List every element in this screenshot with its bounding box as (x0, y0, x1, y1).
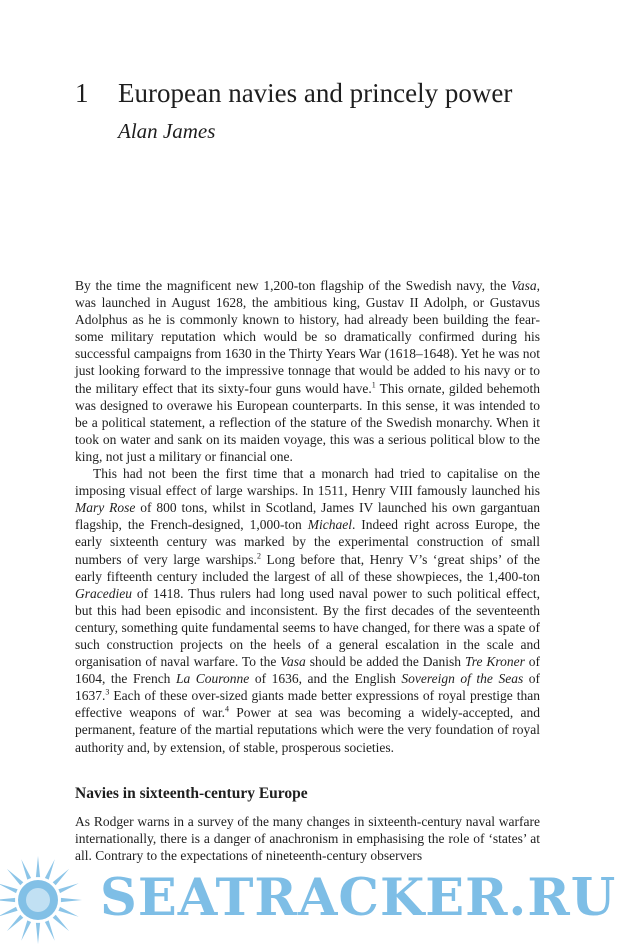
italic-title: Michael (307, 517, 352, 533)
sun-ray (58, 907, 78, 917)
sun-ray (0, 898, 15, 902)
chapter-author: Alan James (118, 119, 216, 143)
footnote-ref: 1 (371, 380, 376, 390)
chapter-header (75, 78, 555, 144)
sun-ray (53, 915, 69, 931)
sun-ray (7, 915, 23, 931)
italic-title: Gracedieu (75, 585, 132, 601)
sun-ray (53, 869, 69, 885)
sun-ray (45, 920, 55, 940)
chapter-number: 1 (75, 78, 89, 108)
italic-title: Vasa (511, 278, 537, 293)
footnote-ref: 2 (256, 551, 261, 560)
sun-ray (21, 920, 31, 940)
italic-title: Mary Rose (75, 500, 136, 516)
footnote-ref: 3 (105, 687, 110, 697)
sun-logo-icon (0, 850, 110, 950)
sun-ray (58, 883, 78, 893)
italic-title: Sovereign of the Seas (401, 671, 524, 687)
section-paragraph: As Rodger warns in a survey of the many changes in sixteenth-century naval warfare internationally, there is a danger of anachronism in emphasising the role of ‘states’ at all. Contrary to the expectations of nineteenth-century observers (75, 814, 540, 864)
watermark-text: SEATRACKER.RU (100, 868, 617, 928)
sun-ray (45, 859, 55, 879)
sun-ray (36, 923, 40, 944)
italic-title: La Couronne (175, 671, 250, 687)
italic-title: Tre Kroner (464, 654, 525, 670)
chapter-heading (75, 78, 555, 109)
sun-ray (21, 859, 31, 879)
sun-ray (61, 898, 82, 902)
body-text (75, 277, 540, 756)
italic-title: Vasa (280, 654, 306, 670)
paragraph-1: By the time the magnificent new 1,200-ton flagship of the Swedish navy, the Vasa, was launched in August 1628, the ambitious king, Gustav II Adolph, or Gustavus Adolphus as he is commonly known to history, had already been building the fearsome military reputation which would be so dramatically confirmed during his successful campaigns from 1630 in the Thirty Years War (1618–1648). Yet he was not just looking forward to the impressive tonnage that would be added to his navy or to the military effect that its sixty-four guns would have.$^1$ This ornate, gilded behemoth was designed to overawe his European counterparts. In this sense, it was intended to be a political statement, a reflection of the stature of the Swedish monarchy. When it took on water and sank on its maiden voyage, this was a serious political blow to the king, not just a military or financial one. (75, 278, 541, 464)
footnote-ref: 4 (225, 704, 230, 714)
section-heading: Navies in sixteenth-century Europe (75, 785, 308, 802)
sun-ray (0, 907, 18, 917)
watermark (0, 850, 627, 950)
sun-ray (0, 883, 18, 893)
chapter-title: European navies and princely power (118, 78, 513, 108)
paragraph-2: This had not been the first time that a monarch had tried to capitalise on the imposing visual effect of large warships. In 1511, Henry VIII famously launched his Mary Rose of 800 tons, whilst in Scotland, James IV launched his own gargantuan flagship, the French-designed, 1,000-ton Michael. Indeed right across Europe, the early sixteenth century was marked by the experimental construction of small numbers of very large warships.$^2$ Long before that, Henry V’s ‘great ships’ of the early fifteenth century included the largest of all of these showpieces, the 1,400-ton Gracedieu of 1418. Thus rulers had long used naval power to such political effect, but this had been episodic and inconsistent. By the first decades of the seventeenth century, something quite fundamental seems to have changed, for there was a spate of such construction projects on the heels of a general escalation in the scale and organisation of naval warfare. To the Vasa should be added the Danish Tre Kroner of 1604, the French La Couronne of 1636, and the English Sovereign of the Seas of 1637.$^3$ Each of these over-sized giants made better expressions of royal prestige than effective weapons of war.$^4$ Power at sea was becoming a widely-accepted, and permanent, feature of the martial reputations which were the very foundation of royal authority and, by extension, of stable, prosperous societies. (75, 466, 541, 755)
sun-ray (36, 856, 40, 877)
sun-ray (7, 869, 23, 885)
